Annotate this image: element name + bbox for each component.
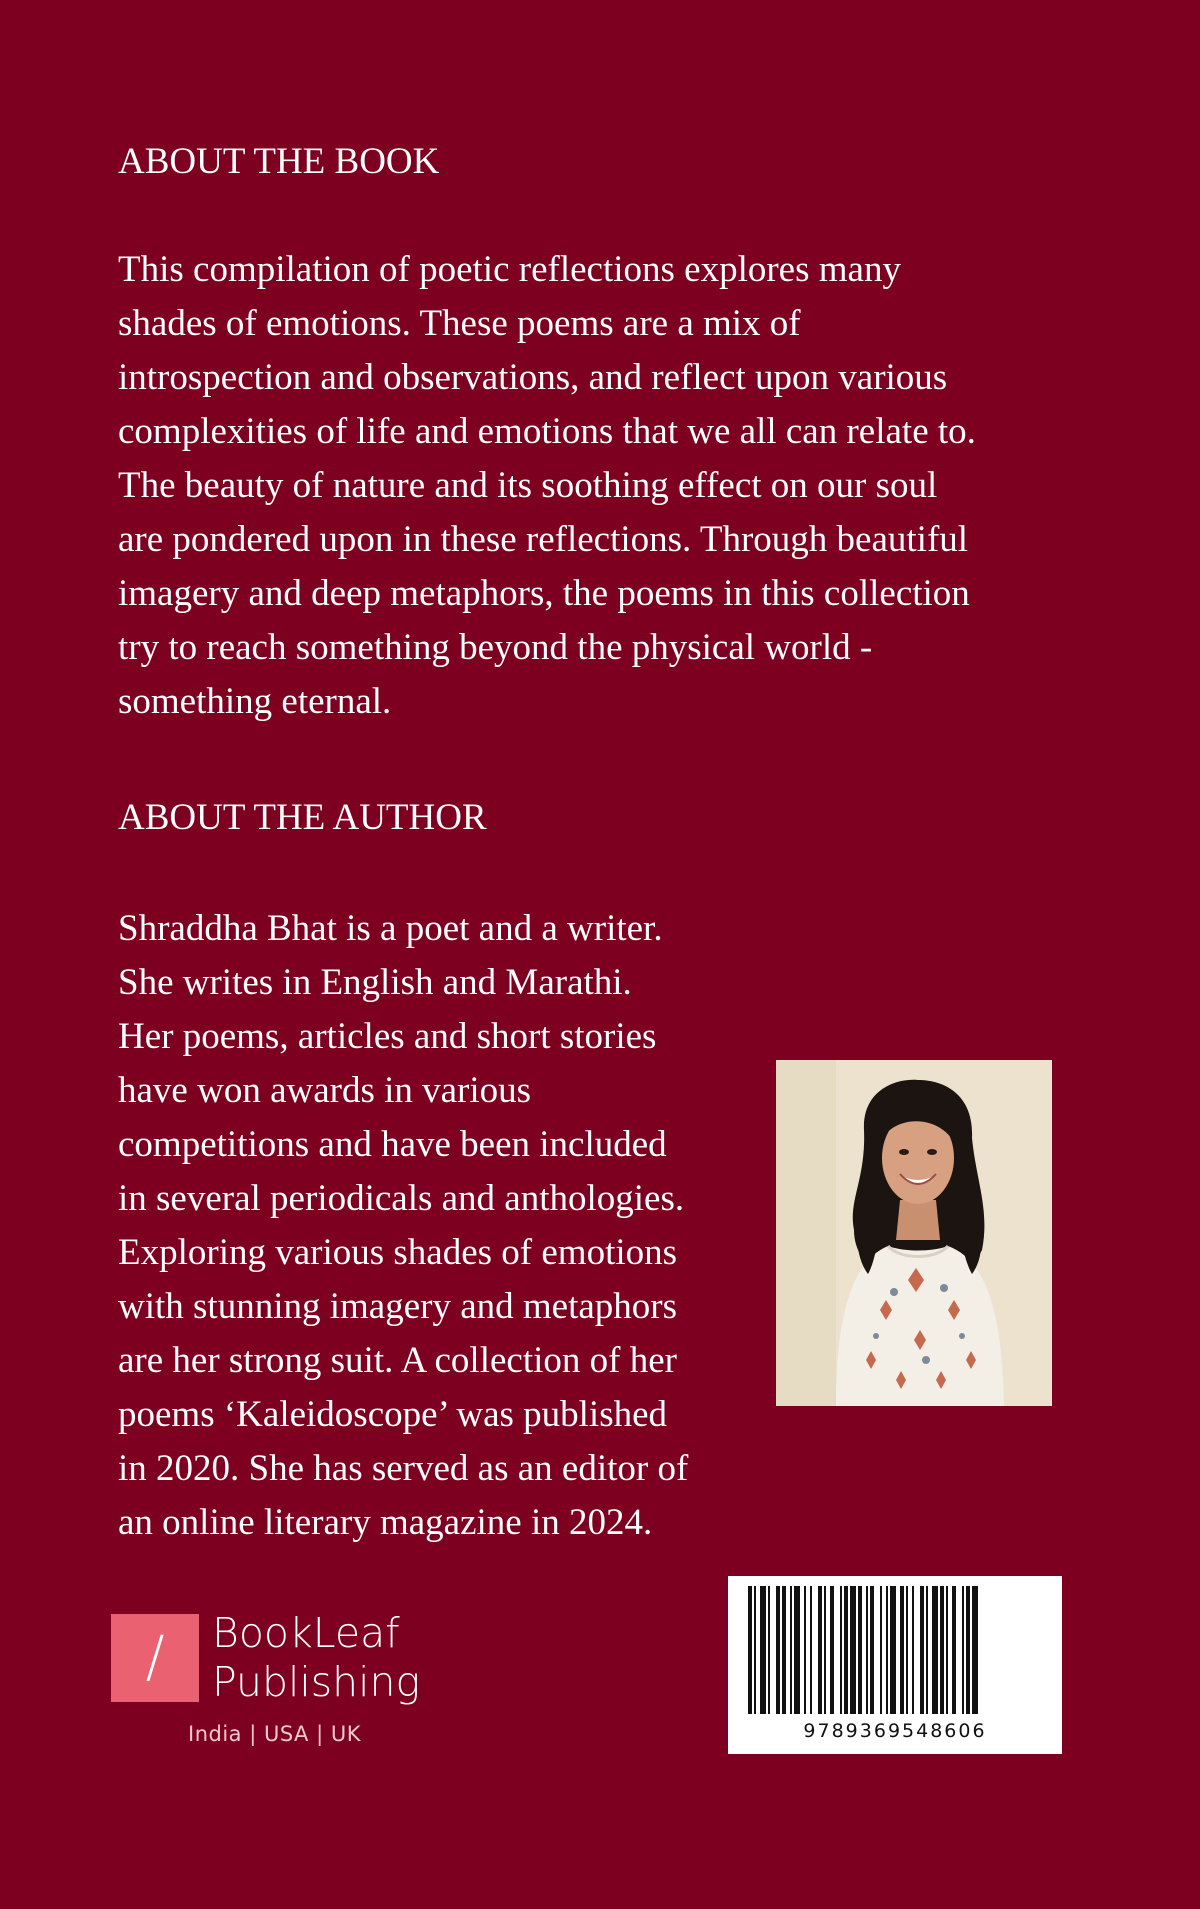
about-book-line: shades of emotions. These poems are a mix of [118,303,801,344]
about-author-line: She writes in English and Marathi. [118,962,632,1003]
about-book-heading: ABOUT THE BOOK [118,141,440,182]
barcode-bar [866,1586,868,1714]
about-author-heading: ABOUT THE AUTHOR [118,797,487,838]
about-author-line: Shraddha Bhat is a poet and a writer. [118,908,663,949]
barcode-bar [932,1586,938,1714]
isbn-barcode [728,1576,1062,1754]
barcode-bar [962,1586,964,1714]
about-author-line: poems ‘Kaleidoscope’ was published [118,1394,668,1435]
publisher-regions: India | USA | UK [188,1722,361,1746]
barcode-bar [776,1586,780,1714]
barcode-bar [818,1586,822,1714]
barcode-bar [952,1586,956,1714]
about-book-line: something eternal. [118,681,392,722]
barcode-bar [760,1586,766,1714]
barcode-bar [804,1586,806,1714]
barcode-bar [790,1586,792,1714]
about-book-line: imagery and deep metaphors, the poems in this collection [118,573,970,614]
barcode-bar [880,1586,882,1714]
barcode-bar [840,1586,842,1714]
about-book-line: introspection and observations, and reflect upon various [118,357,948,398]
barcode-bar [830,1586,834,1714]
publisher-name-line2: Publishing [212,1658,421,1706]
barcode-bar [946,1586,948,1714]
barcode-bars [748,1586,1042,1714]
barcode-bar [810,1586,812,1714]
about-book-text [118,243,976,729]
barcode-bar [912,1586,914,1714]
publisher-name-line1: BookLeaf [212,1609,400,1657]
barcode-bar [782,1586,786,1714]
barcode-bar [748,1586,752,1714]
barcode-bar [794,1586,800,1714]
barcode-bar [906,1586,908,1714]
about-author-line: have won awards in various [118,1070,532,1111]
barcode-bar [966,1586,970,1714]
about-author-line: in 2020. She has served as an editor of [118,1448,689,1489]
about-book-line: This compilation of poetic reflections explores many [118,249,901,290]
about-author-line: Exploring various shades of emotions [118,1232,678,1273]
publisher-logo-slash: / [145,1625,165,1690]
about-author-line: in several periodicals and anthologies. [118,1178,685,1219]
barcode-bar [768,1586,770,1714]
about-author-line: competitions and have been included [118,1124,667,1165]
barcode-bar [920,1586,924,1714]
author-portrait-illustration [776,1060,1052,1406]
about-book-line: The beauty of nature and its soothing effect on our soul [118,465,938,506]
isbn-number: 9789369548606 [803,1720,987,1742]
barcode-bar [886,1586,888,1714]
barcode-bar [890,1586,896,1714]
author-photo [776,1060,1052,1406]
barcode-bar [858,1586,862,1714]
barcode-bar [850,1586,856,1714]
barcode-bar [926,1586,928,1714]
barcode-bar [844,1586,848,1714]
about-author-line: with stunning imagery and metaphors [118,1286,678,1327]
barcode-bar [940,1586,944,1714]
about-book-line: are pondered upon in these reflections. Through beautiful [118,519,969,560]
about-author-line: are her strong suit. A collection of her [118,1340,677,1381]
barcode-bar [754,1586,756,1714]
barcode-bar [870,1586,874,1714]
about-book-line: complexities of life and emotions that we all can relate to. [118,411,976,452]
about-author-line: Her poems, articles and short stories [118,1016,657,1057]
publisher-logo-mark [111,1614,199,1702]
barcode-bar [900,1586,904,1714]
barcode-bar [972,1586,978,1714]
about-author-text [118,902,688,1550]
about-book-line: try to reach something beyond the physical world - [118,627,873,668]
barcode-bar [824,1586,826,1714]
about-author-line: an online literary magazine in 2024. [118,1502,653,1543]
